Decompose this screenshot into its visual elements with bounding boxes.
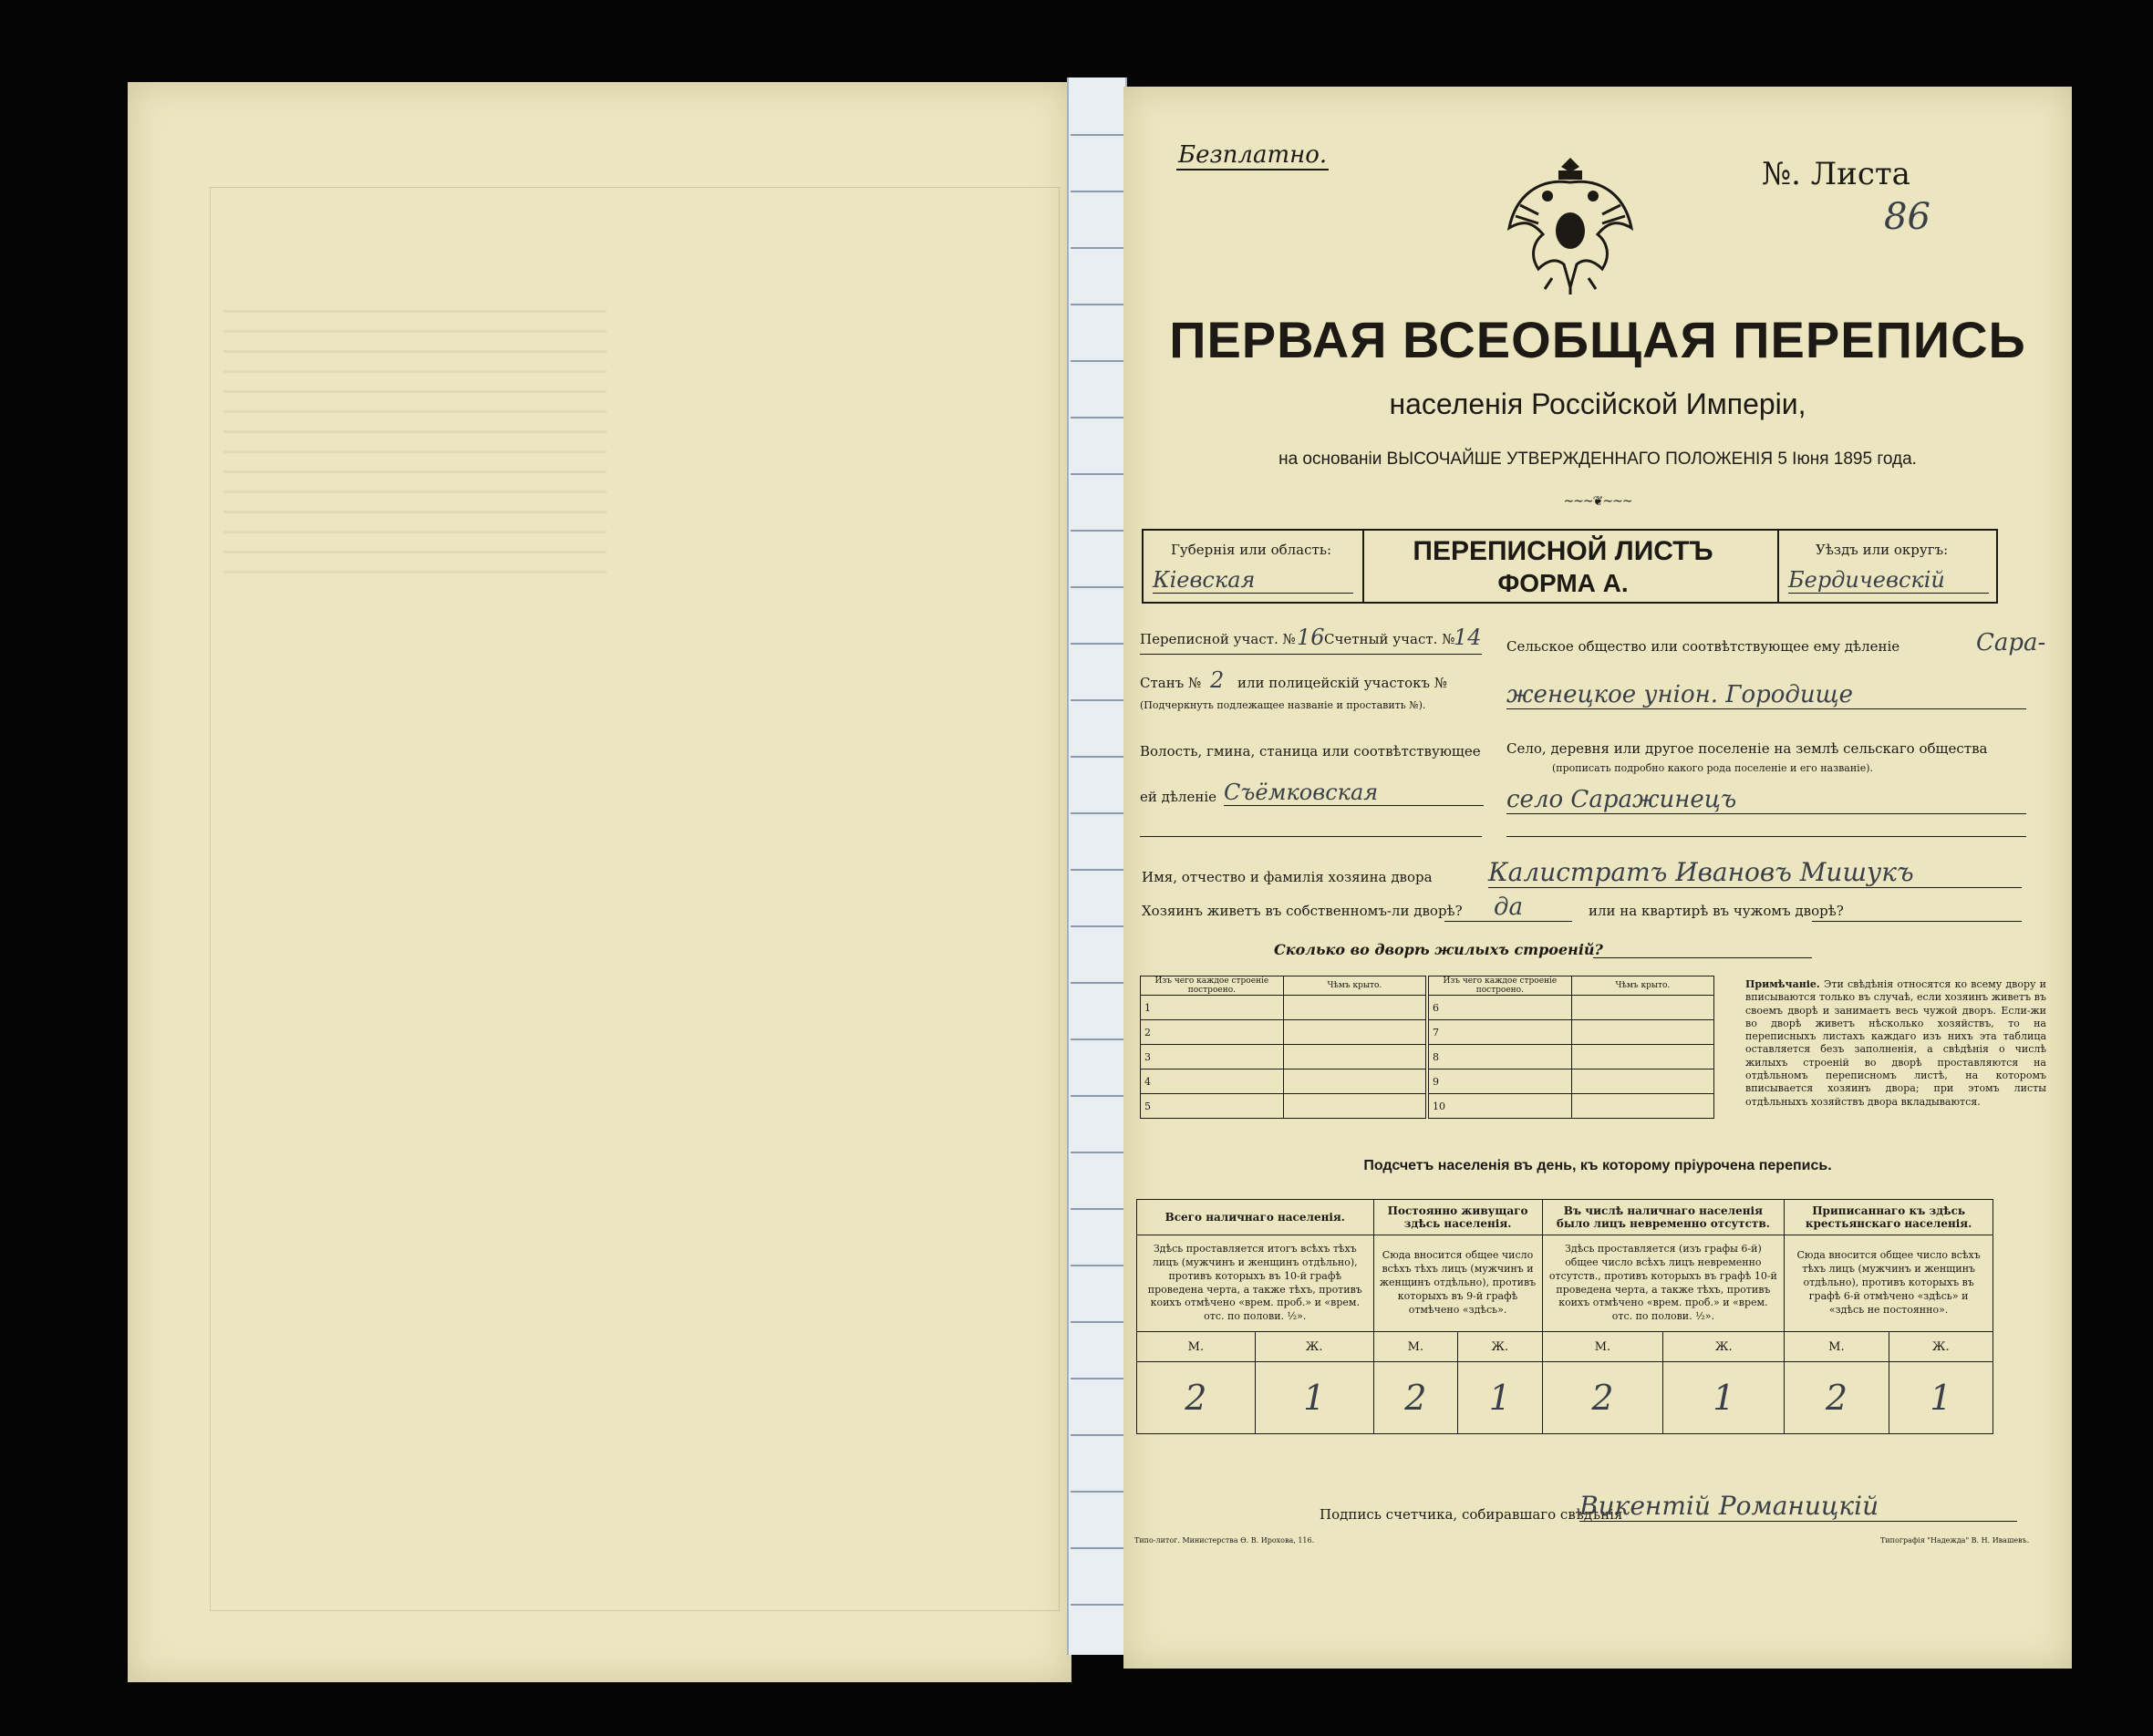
household-empty-cell bbox=[1283, 1070, 1427, 1094]
dwellings-line bbox=[1593, 957, 1812, 958]
household-row-number: 5 bbox=[1141, 1094, 1284, 1119]
counting-section-label: Счетный участ. № bbox=[1324, 631, 1455, 647]
population-column-head: Въ числѣ наличнаго населенія было лицъ невременно отсутств. bbox=[1542, 1200, 1785, 1235]
society-value-1: Сара- bbox=[1976, 629, 2046, 656]
male-header: М. bbox=[1137, 1332, 1256, 1362]
spine-stitch bbox=[1071, 1095, 1123, 1097]
uezd-value: Бердичевскій bbox=[1788, 567, 1989, 594]
population-column-head: Всего наличнаго населенія. bbox=[1137, 1200, 1374, 1235]
household-empty-cell bbox=[1571, 1094, 1713, 1119]
spine-stitch bbox=[1071, 134, 1123, 136]
village-note: (прописать подробно какого рода поселеніе и его названіе). bbox=[1552, 762, 1873, 774]
guberniya-label: Губернія или область: bbox=[1171, 542, 1332, 558]
census-title: ПЕРВАЯ ВСЕОБЩАЯ ПЕРЕПИСЬ bbox=[1169, 311, 2026, 368]
uezd-label: Уѣздъ или округъ: bbox=[1816, 542, 1949, 558]
male-header: М. bbox=[1542, 1332, 1663, 1362]
household-row bbox=[1141, 1045, 1714, 1070]
spine-stitch bbox=[1071, 699, 1123, 701]
population-heading: Подсчетъ населенія въ день, къ которому пріурочена перепись. bbox=[1363, 1158, 1832, 1173]
female-header: Ж. bbox=[1255, 1332, 1373, 1362]
volost-value: Съёмковская bbox=[1224, 780, 1484, 806]
male-header: М. bbox=[1785, 1332, 1889, 1362]
population-column-desc: Сюда вносится общее число всѣхъ тѣхъ лицъ (мужчинъ и женщинъ отдѣльно), противъ которыхъ въ графѣ 6-й отмѣчено «здѣсь» и «здѣсь не постоянно». bbox=[1785, 1235, 1993, 1332]
spine-stitch bbox=[1071, 1434, 1123, 1436]
police-label: или полицейскій участокъ № bbox=[1237, 675, 1448, 691]
volost-label: Волость, гмина, станица или соотвѣтствующее bbox=[1140, 743, 1481, 760]
spine-stitch bbox=[1071, 1491, 1123, 1493]
volost-label-2: ей дѣленіе bbox=[1140, 789, 1217, 805]
census-form-page bbox=[1123, 87, 2072, 1669]
household-row-number: 3 bbox=[1141, 1045, 1284, 1070]
female-count: 1 bbox=[1255, 1362, 1373, 1434]
stan-label: Станъ № bbox=[1140, 675, 1202, 691]
male-count: 2 bbox=[1785, 1362, 1889, 1434]
ornament-divider: ~~~❦~~~ bbox=[1563, 494, 1632, 509]
printer-right: Типографія "Надежда" В. Н. Ивашевъ. bbox=[1880, 1536, 2030, 1545]
household-empty-cell bbox=[1283, 1020, 1427, 1045]
household-header-cell: Чѣмъ крыто. bbox=[1571, 976, 1713, 996]
note-block bbox=[1745, 978, 2046, 1109]
owner-label: Имя, отчество и фамилія хозяина двора bbox=[1142, 869, 1433, 885]
female-header: Ж. bbox=[1663, 1332, 1785, 1362]
left-block-bottom-line bbox=[1140, 836, 1482, 837]
household-row-number: 7 bbox=[1427, 1020, 1571, 1045]
household-row bbox=[1141, 1094, 1714, 1119]
household-row-number: 9 bbox=[1427, 1070, 1571, 1094]
household-row bbox=[1141, 996, 1714, 1020]
owner-value: Калистратъ Ивановъ Мишукъ bbox=[1488, 857, 2022, 888]
spine-stitch bbox=[1071, 360, 1123, 362]
society-value-2: женецкое уніон. Городище bbox=[1506, 681, 2026, 709]
population-column-head: Постоянно живущаго здѣсь населенія. bbox=[1373, 1200, 1542, 1235]
spine-stitch bbox=[1071, 247, 1123, 249]
spine-stitch bbox=[1071, 191, 1123, 192]
guberniya-cell bbox=[1144, 531, 1364, 602]
underline-note: (Подчеркнуть подлежащее названіе и проставить №). bbox=[1140, 699, 1426, 711]
census-subtitle: населенія Россійской Имперіи, bbox=[1389, 388, 1806, 420]
spine-stitch bbox=[1071, 586, 1123, 588]
population-column-desc: Здѣсь проставляется итогъ всѣхъ тѣхъ лицъ (мужчинъ и женщинъ отдѣльно), противъ которыхъ въ 10-й графѣ проведена черта, а также тѣхъ, противъ коихъ отмѣчено «врем. проб.» и «врем. отс. по полови. ½». bbox=[1137, 1235, 1374, 1332]
left-page-blank bbox=[128, 82, 1071, 1682]
spine-stitch bbox=[1071, 1604, 1123, 1606]
counting-section-value: 14 bbox=[1454, 625, 1482, 650]
left-page-ghost-print bbox=[223, 310, 606, 584]
spine-stitch bbox=[1071, 812, 1123, 814]
household-row-number: 4 bbox=[1141, 1070, 1284, 1094]
population-column-head: Приписаннаго къ здѣсь крестьянскаго населенія. bbox=[1785, 1200, 1993, 1235]
spine-stitch bbox=[1071, 1321, 1123, 1323]
spine-stitch bbox=[1071, 530, 1123, 532]
spine-stitch bbox=[1071, 473, 1123, 475]
uezd-cell bbox=[1777, 531, 1998, 602]
signature-label: Подпись счетчика, собиравшаго свѣдѣнія bbox=[1320, 1506, 1623, 1523]
spine-stitch bbox=[1071, 1265, 1123, 1266]
form-name: ФОРМА А. bbox=[1497, 569, 1629, 597]
household-header-cell: Изъ чего каждое строеніе построено. bbox=[1141, 976, 1284, 996]
printer-left: Типо-литог. Министерства Ѳ. В. Ирохова, 116. bbox=[1134, 1536, 1315, 1545]
household-header-cell: Изъ чего каждое строеніе построено. bbox=[1427, 976, 1571, 996]
census-section-label: Переписной участ. № bbox=[1140, 631, 1296, 647]
village-value: село Саражинецъ bbox=[1506, 786, 2026, 814]
legal-basis: на основаніи ВЫСОЧАЙШЕ УТВЕРЖДЕННАГО ПОЛОЖЕНІЯ 5 Іюня 1895 года. bbox=[1278, 450, 1917, 469]
section-underline bbox=[1140, 654, 1482, 655]
male-header: М. bbox=[1373, 1332, 1457, 1362]
household-row-number: 2 bbox=[1141, 1020, 1284, 1045]
rented-label: или на квартирѣ въ чужомъ дворѣ? bbox=[1589, 903, 1844, 919]
household-empty-cell bbox=[1571, 996, 1713, 1020]
household-empty-cell bbox=[1571, 1070, 1713, 1094]
spine-stitch bbox=[1071, 1152, 1123, 1153]
sheet-number-label: №. Листа bbox=[1762, 156, 1910, 192]
sheet-title: ПЕРЕПИСНОЙ ЛИСТЪ bbox=[1413, 536, 1713, 566]
female-count: 1 bbox=[1889, 1362, 1993, 1434]
male-count: 2 bbox=[1373, 1362, 1457, 1434]
society-label: Сельское общество или соотвѣтствующее ему дѣленіе bbox=[1506, 638, 1900, 655]
male-count: 2 bbox=[1137, 1362, 1256, 1434]
free-label: Безплатно. bbox=[1178, 141, 1328, 169]
imperial-eagle-icon bbox=[1502, 150, 1639, 296]
note-text: Эти свѣдѣнія относятся ко всему двору и вписываются только въ случаѣ, если хозяинъ живетъ въ своемъ дворѣ и занимаетъ весь чужой дворъ. Если-жи во дворѣ живетъ нѣсколько хозяйствъ, то на переписныхъ листахъ каждаго изъ нихъ эта таблица оставляется безъ заполненія, а свѣдѣнія о числѣ жилыхъ строеній во дворѣ проставляются на отдѣльномъ переписномъ листѣ, на которомъ вписывается хозяинъ двора; при этомъ листы отдѣльныхъ хозяйствъ двора вкладываются. bbox=[1745, 978, 2047, 1108]
spine-stitch bbox=[1071, 756, 1123, 758]
spine-stitch bbox=[1071, 982, 1123, 984]
spine-stitch bbox=[1071, 1378, 1123, 1380]
female-count: 1 bbox=[1663, 1362, 1785, 1434]
spine-stitch bbox=[1071, 643, 1123, 645]
spine-stitch bbox=[1071, 1208, 1123, 1210]
household-empty-cell bbox=[1283, 996, 1427, 1020]
household-buildings-table bbox=[1140, 976, 1714, 1119]
population-column-desc: Здѣсь проставляется (изъ графы 6-й) общее число всѣхъ лицъ невременно отсутств., противъ которыхъ въ графѣ 10-й проведена черта, а также тѣхъ, противъ коихъ отмѣчено «врем. проб.» и «врем. отс. по полови. ½». bbox=[1542, 1235, 1785, 1332]
household-header-cell: Чѣмъ крыто. bbox=[1283, 976, 1427, 996]
rented-line bbox=[1812, 921, 2022, 922]
census-section-value: 16 bbox=[1297, 625, 1325, 650]
form-header-box bbox=[1142, 529, 1998, 604]
village-label: Село, деревня или другое поселеніе на землѣ сельскаго общества bbox=[1506, 740, 1988, 757]
household-empty-cell bbox=[1571, 1020, 1713, 1045]
male-count: 2 bbox=[1542, 1362, 1663, 1434]
own-house-value: да bbox=[1444, 894, 1572, 922]
stan-value: 2 bbox=[1210, 667, 1225, 693]
household-empty-cell bbox=[1283, 1045, 1427, 1070]
guberniya-value: Кіевская bbox=[1153, 567, 1353, 594]
spine-stitch bbox=[1071, 1038, 1123, 1040]
household-row-number: 8 bbox=[1427, 1045, 1571, 1070]
household-empty-cell bbox=[1571, 1045, 1713, 1070]
own-house-label: Хозяинъ живетъ въ собственномъ-ли дворѣ? bbox=[1142, 903, 1463, 919]
spine-stitch bbox=[1071, 417, 1123, 418]
household-row bbox=[1141, 1070, 1714, 1094]
spine-stitch bbox=[1071, 925, 1123, 927]
note-label: Примѣчаніе. bbox=[1745, 978, 1820, 990]
dwellings-label: Сколько во дворѣ жилыхъ строеній? bbox=[1274, 941, 1603, 958]
household-row-number: 6 bbox=[1427, 996, 1571, 1020]
binding-spine bbox=[1067, 78, 1127, 1655]
population-count-table bbox=[1136, 1199, 1993, 1434]
female-header: Ж. bbox=[1889, 1332, 1993, 1362]
spine-stitch bbox=[1071, 304, 1123, 305]
sheet-number-handwritten: 86 bbox=[1884, 196, 1930, 238]
household-empty-cell bbox=[1283, 1094, 1427, 1119]
signature-value: Викентій Романицкій bbox=[1579, 1491, 2017, 1522]
household-row bbox=[1141, 1020, 1714, 1045]
spine-stitch bbox=[1071, 869, 1123, 871]
female-count: 1 bbox=[1458, 1362, 1542, 1434]
spine-stitch bbox=[1071, 1547, 1123, 1549]
household-row-number: 1 bbox=[1141, 996, 1284, 1020]
household-row-number: 10 bbox=[1427, 1094, 1571, 1119]
female-header: Ж. bbox=[1458, 1332, 1542, 1362]
population-column-desc: Сюда вносится общее число всѣхъ тѣхъ лицъ (мужчинъ и женщинъ отдѣльно), противъ которыхъ въ 9-й графѣ отмѣчено «здѣсь». bbox=[1373, 1235, 1542, 1332]
right-block-bottom-line bbox=[1506, 836, 2026, 837]
